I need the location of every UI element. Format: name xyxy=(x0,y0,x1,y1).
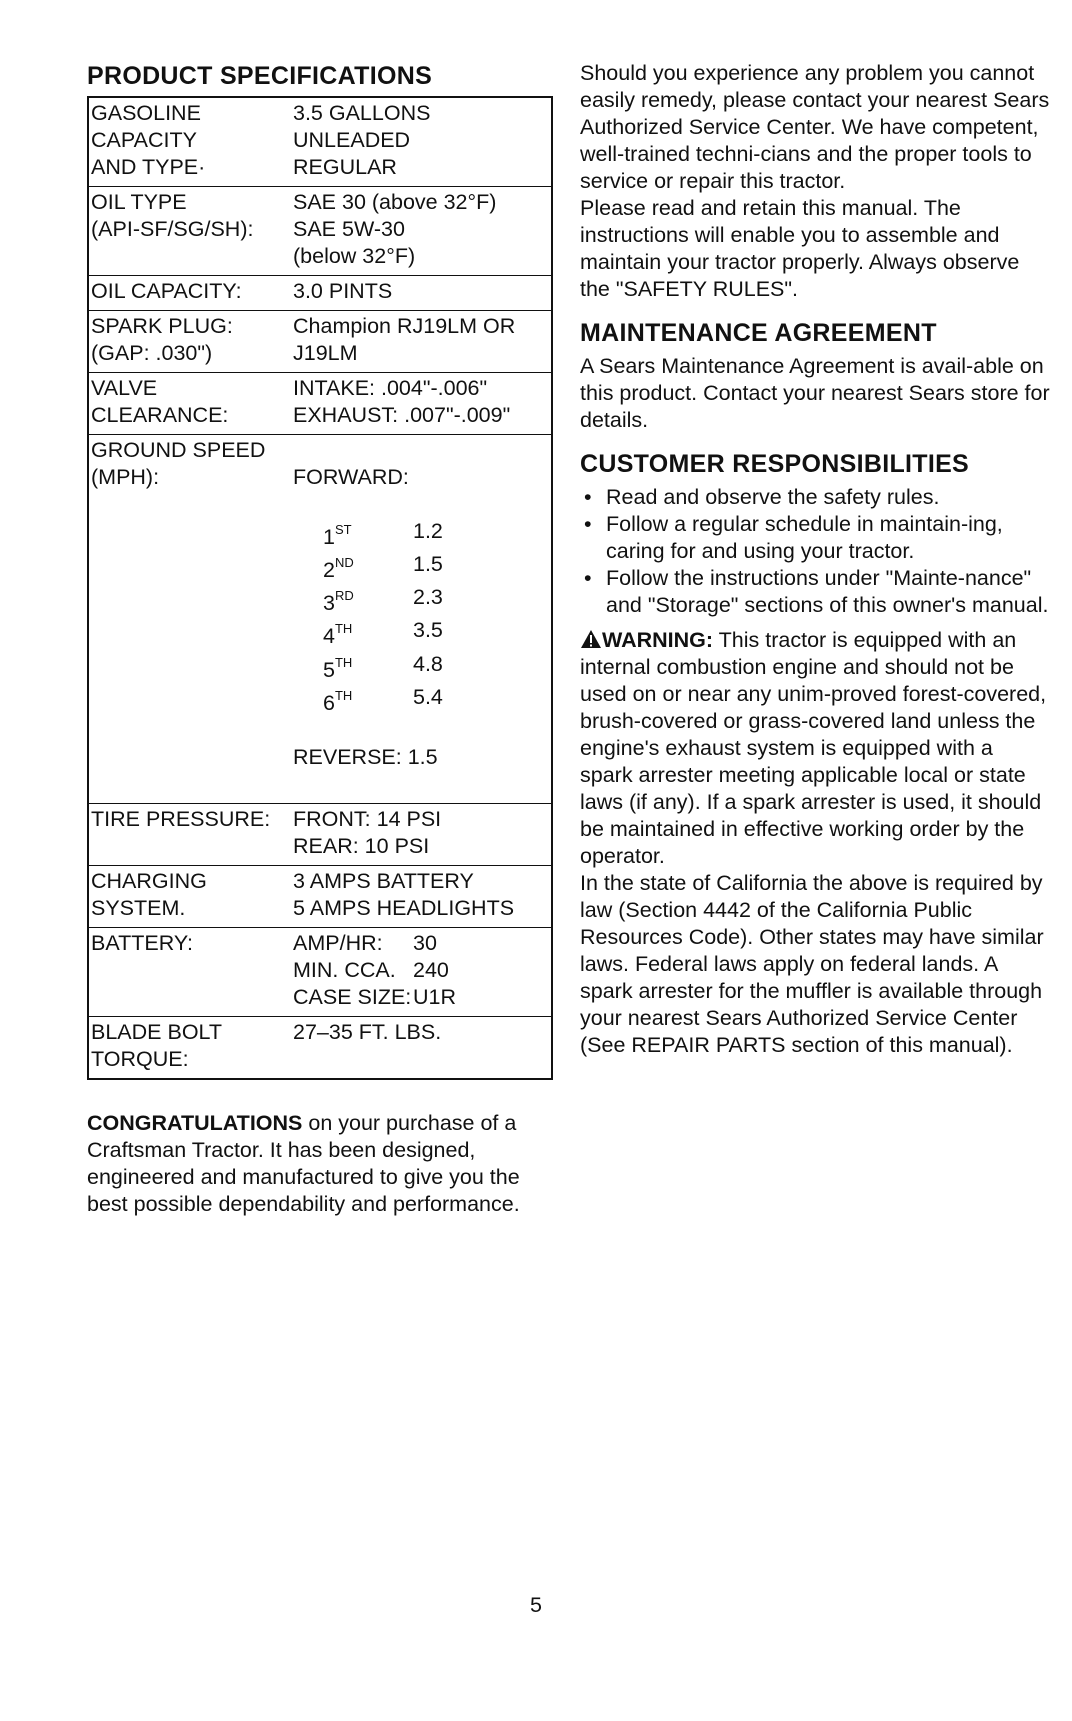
speed-grid xyxy=(323,518,551,717)
congratulations-paragraph xyxy=(87,1110,557,1218)
spec-value: SAE 30 (above 32°F) SAE 5W-30 (below 32°F) xyxy=(293,190,497,268)
spec-value: INTAKE: .004"-.006" EXHAUST: .007"-.009" xyxy=(293,376,511,427)
gear-speed: 2.3 xyxy=(413,585,443,610)
gear-speed: 1.2 xyxy=(413,519,443,543)
spec-value: Champion RJ19LM OR J19LM xyxy=(293,314,516,365)
spec-row-charging xyxy=(89,866,551,928)
list-item: • Follow the instructions under "Mainte-nance" and "Storage" sections of this owner's manual. xyxy=(584,565,1050,619)
spec-row-gasoline xyxy=(89,98,551,187)
spec-value: 27–35 FT. LBS. xyxy=(293,1019,442,1044)
gear-name: 4TH xyxy=(323,621,353,649)
gear-speed: 5.4 xyxy=(413,684,443,709)
list-item: • Read and observe the safety rules. xyxy=(584,484,1050,511)
gear-name: 6TH xyxy=(323,687,353,715)
responsibilities-list xyxy=(580,484,1050,619)
spec-row-spark-plug xyxy=(89,311,551,373)
maintenance-title: MAINTENANCE AGREEMENT xyxy=(580,319,937,347)
spec-label: BLADE BOLT TORQUE: xyxy=(91,1019,223,1071)
spec-row-battery xyxy=(89,928,551,1017)
intro-paragraph-1: Should you experience any problem you cannot easily remedy, please contact your nearest Sears Authorized Service Center. We have competent, well-trained techni-cians and the proper tools to service or repair this tractor. xyxy=(580,61,1050,193)
maintenance-text: A Sears Maintenance Agreement is avail-able on this product. Contact your nearest Sears store for details. xyxy=(580,354,1050,432)
forward-label: FORWARD: xyxy=(293,465,409,489)
gear-name: 1ST xyxy=(323,522,352,550)
spec-row-ground-speed xyxy=(89,435,551,804)
gear-speed: 1.5 xyxy=(413,552,443,577)
gear-speed: 4.8 xyxy=(413,651,443,676)
spec-label: CHARGING SYSTEM. xyxy=(91,868,207,920)
congratulations-text: on your purchase of a Craftsman Tractor. It has been designed, engineered and manufactured to give you the best possible dependability and performance. xyxy=(87,1110,520,1216)
spec-label: GASOLINE CAPACITY AND TYPE· xyxy=(91,101,206,179)
congratulations-bold: CONGRATULATIONS xyxy=(87,1110,303,1135)
spec-label: SPARK PLUG: (GAP: .030") xyxy=(91,314,233,365)
intro-paragraph-2: Please read and retain this manual. The instructions will enable you to assemble and maintain your tractor properly. Always observe the "SAFETY RULES". xyxy=(580,196,1020,301)
battery-val: 30 xyxy=(413,930,437,955)
gear-name: 5TH xyxy=(323,654,353,682)
warning-label: WARNING: xyxy=(602,628,714,652)
spec-value: FRONT: 14 PSI REAR: 10 PSI xyxy=(293,806,442,858)
spec-value: 3 AMPS BATTERY 5 AMPS HEADLIGHTS xyxy=(293,868,515,920)
gear-name: 3RD xyxy=(323,588,354,616)
spec-value: 3.5 GALLONS UNLEADED REGULAR xyxy=(293,101,431,179)
spec-label: TIRE PRESSURE: xyxy=(91,806,271,831)
spec-label: BATTERY: xyxy=(91,930,193,955)
specs-title: PRODUCT SPECIFICATIONS xyxy=(87,62,433,90)
responsibilities-title: CUSTOMER RESPONSIBILITIES xyxy=(580,450,970,478)
warning-triangle-icon xyxy=(580,629,602,649)
battery-key: CASE SIZE: xyxy=(293,984,412,1009)
spec-value xyxy=(293,437,551,798)
spec-label: OIL TYPE (API-SF/SG/SH): xyxy=(91,190,254,241)
spec-row-blade-bolt xyxy=(89,1017,551,1078)
spec-row-tire-pressure xyxy=(89,804,551,866)
spec-value xyxy=(293,930,551,1011)
reverse-speed: REVERSE: 1.5 xyxy=(293,744,438,769)
battery-key: AMP/HR: xyxy=(293,930,383,955)
battery-key: MIN. CCA. xyxy=(293,957,396,982)
left-column xyxy=(87,60,557,1218)
page-number: 5 xyxy=(530,1593,542,1617)
california-paragraph: In the state of California the above is required by law (Section 4442 of the California Public Resources Code). Other states may have similar laws. Federal laws apply on federal lands. A spark arrester for the muffler is available through your nearest Sears Authorized Service Center (See REPAIR PARTS section of this manual). xyxy=(580,871,1044,1057)
spec-label: GROUND SPEED (MPH): xyxy=(91,438,266,489)
list-item: • Follow a regular schedule in maintain-ing, caring for and using your tractor. xyxy=(584,511,1050,565)
gear-name: 2ND xyxy=(323,555,354,583)
warning-paragraph xyxy=(580,627,1050,870)
spec-row-oil-type xyxy=(89,187,551,276)
spec-row-valve xyxy=(89,373,551,435)
spec-value: 3.0 PINTS xyxy=(293,279,393,303)
specs-table xyxy=(87,96,553,1080)
right-column xyxy=(580,60,1050,1059)
battery-val: U1R xyxy=(413,984,457,1009)
spec-label: OIL CAPACITY: xyxy=(91,279,242,303)
warning-text: This tractor is equipped with an internal combustion engine and should not be used on or near any unim-proved forest-covered, brush-covered or grass-covered land unless the engine's exhaust system is equipped with a spark arrester meeting applicable local or state laws (if any). If a spark arrester is used, it should be maintained in effective working order by the operator. xyxy=(580,628,1047,868)
gear-speed: 3.5 xyxy=(413,618,443,643)
spec-label: VALVE CLEARANCE: xyxy=(91,376,229,427)
spec-row-oil-capacity xyxy=(89,276,551,311)
battery-val: 240 xyxy=(413,957,449,982)
